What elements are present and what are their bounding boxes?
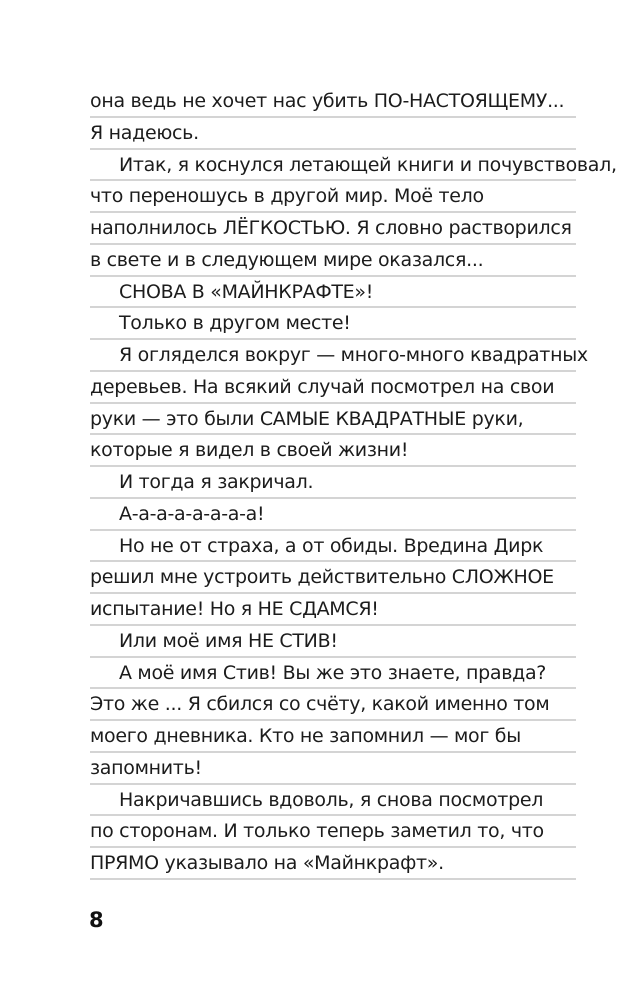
text-line-22: запомнить! — [90, 753, 576, 785]
text-line-2: Я надеюсь. — [90, 118, 576, 150]
page-text-block — [90, 86, 617, 880]
text-line-4: что переношусь в другой мир. Моё тело — [90, 181, 576, 213]
text-line-3: Итак, я коснулся летающей книги и почувствовал, — [90, 150, 576, 182]
text-line-19: А моё имя Стив! Вы же это знаете, правда? — [90, 658, 576, 690]
text-line-6: в свете и в следующем мире оказался... — [90, 245, 576, 277]
text-line-18: Или моё имя НЕ СТИВ! — [90, 626, 576, 658]
page-number: 8 — [89, 908, 104, 932]
text-line-8: Только в другом месте! — [90, 308, 576, 340]
text-line-23: Накричавшись вдоволь, я снова посмотрел — [90, 785, 576, 817]
text-line-1: она ведь не хочет нас убить ПО-НАСТОЯЩЕМУ... — [90, 86, 576, 118]
text-line-20: Это же ... Я сбился со счёту, какой именно том — [90, 689, 576, 721]
text-line-7: СНОВА В «МАЙНКРАФТЕ»! — [90, 277, 576, 309]
text-line-10: деревьев. На всякий случай посмотрел на свои — [90, 372, 576, 404]
text-line-16: решил мне устроить действительно СЛОЖНОЕ — [90, 562, 576, 594]
text-line-17: испытание! Но я НЕ СДАМСЯ! — [90, 594, 576, 626]
text-line-9: Я огляделся вокруг — много-много квадратных — [90, 340, 576, 372]
text-line-5: наполнилось ЛЁГКОСТЬЮ. Я словно растворился — [90, 213, 576, 245]
text-line-14: А-а-а-а-а-а-а-а! — [90, 499, 576, 531]
text-line-13: И тогда я закричал. — [90, 467, 576, 499]
text-line-21: моего дневника. Кто не запомнил — мог бы — [90, 721, 576, 753]
text-line-25: ПРЯМО указывало на «Майнкрафт». — [90, 848, 576, 880]
text-line-11: руки — это были САМЫЕ КВАДРАТНЫЕ руки, — [90, 404, 576, 436]
text-line-12: которые я видел в своей жизни! — [90, 435, 576, 467]
text-line-24: по сторонам. И только теперь заметил то, что — [90, 816, 576, 848]
text-line-15: Но не от страха, а от обиды. Вредина Дирк — [90, 531, 576, 563]
